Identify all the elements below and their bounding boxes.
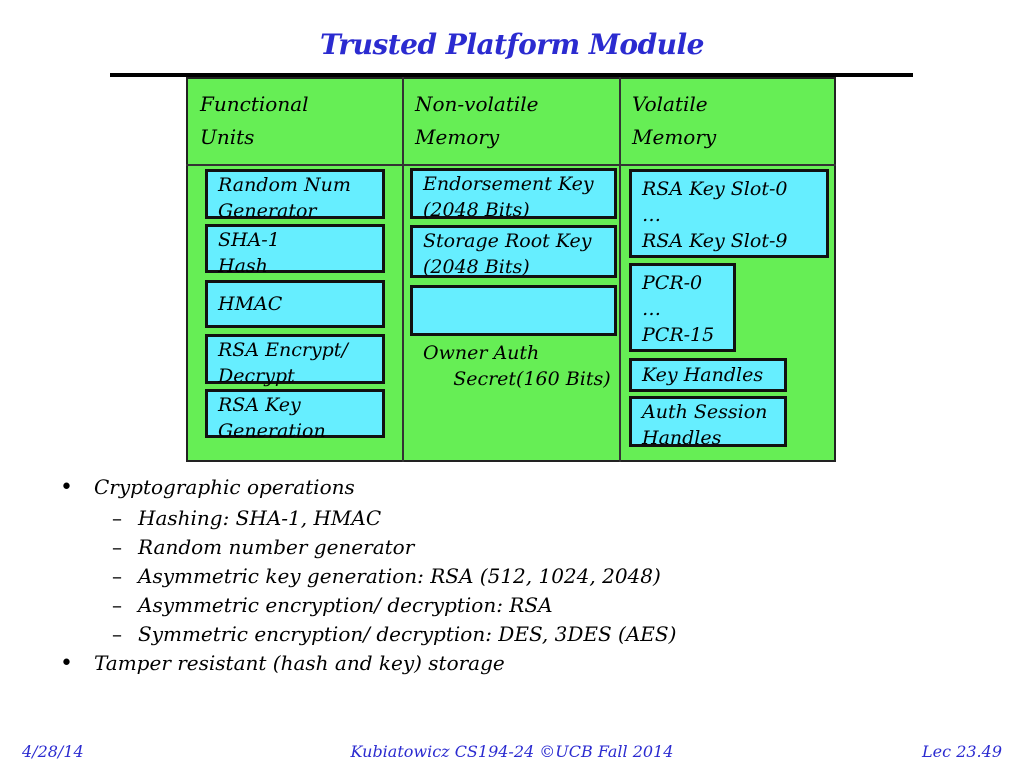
nv-owner-auth-secret: Owner Auth Secret(160 Bits) [410, 285, 617, 336]
sub-bullet-dash: – [112, 564, 122, 588]
sub-bullet-text: Random number generator [138, 535, 415, 559]
bullet-text: Cryptographic operations [94, 475, 355, 499]
vol-rsa-key-slots: RSA Key Slot-0 … RSA Key Slot-9 [629, 169, 829, 258]
sub-bullet-text: Asymmetric encryption/ decryption: RSA [138, 593, 553, 617]
unit-rsa-encrypt-decrypt: RSA Encrypt/ Decrypt [205, 334, 385, 384]
column-header-functional: Functional Units [200, 92, 309, 149]
column-header-volatile: Volatile Memory [632, 92, 717, 149]
unit-hmac: HMAC [205, 280, 385, 328]
footer-date: 4/28/14 [22, 742, 84, 761]
unit-sha1-hash: SHA-1 Hash [205, 224, 385, 273]
bullet-dot: • [60, 475, 73, 500]
slide-title: Trusted Platform Module [320, 28, 704, 61]
footer-course: Kubiatowicz CS194-24 ©UCB Fall 2014 [350, 742, 674, 761]
column-divider [619, 77, 621, 462]
sub-bullet-dash: – [112, 593, 122, 617]
unit-rsa-key-generation: RSA Key Generation [205, 389, 385, 438]
footer-page-number: Lec 23.49 [922, 742, 1002, 761]
sub-bullet-text: Hashing: SHA-1, HMAC [138, 506, 382, 530]
sub-bullet-text: Symmetric encryption/ decryption: DES, 3DES (AES) [138, 622, 677, 646]
sub-bullet-dash: – [112, 535, 122, 559]
header-divider [186, 164, 836, 166]
vol-auth-session-handles: Auth Session Handles [629, 396, 787, 447]
nv-storage-root-key: Storage Root Key (2048 Bits) [410, 225, 617, 278]
vol-pcr-registers: PCR-0 … PCR-15 [629, 263, 736, 352]
column-header-nonvolatile: Non-volatile Memory [415, 92, 539, 149]
sub-bullet-dash: – [112, 622, 122, 646]
nv-endorsement-key: Endorsement Key (2048 Bits) [410, 168, 617, 219]
sub-bullet-dash: – [112, 506, 122, 530]
vol-key-handles: Key Handles [629, 358, 787, 392]
unit-random-num-generator: Random Num Generator [205, 169, 385, 219]
bullet-text: Tamper resistant (hash and key) storage [94, 651, 505, 675]
bullet-dot: • [60, 651, 73, 676]
column-divider [402, 77, 404, 462]
sub-bullet-text: Asymmetric key generation: RSA (512, 1024, 2048) [138, 564, 661, 588]
